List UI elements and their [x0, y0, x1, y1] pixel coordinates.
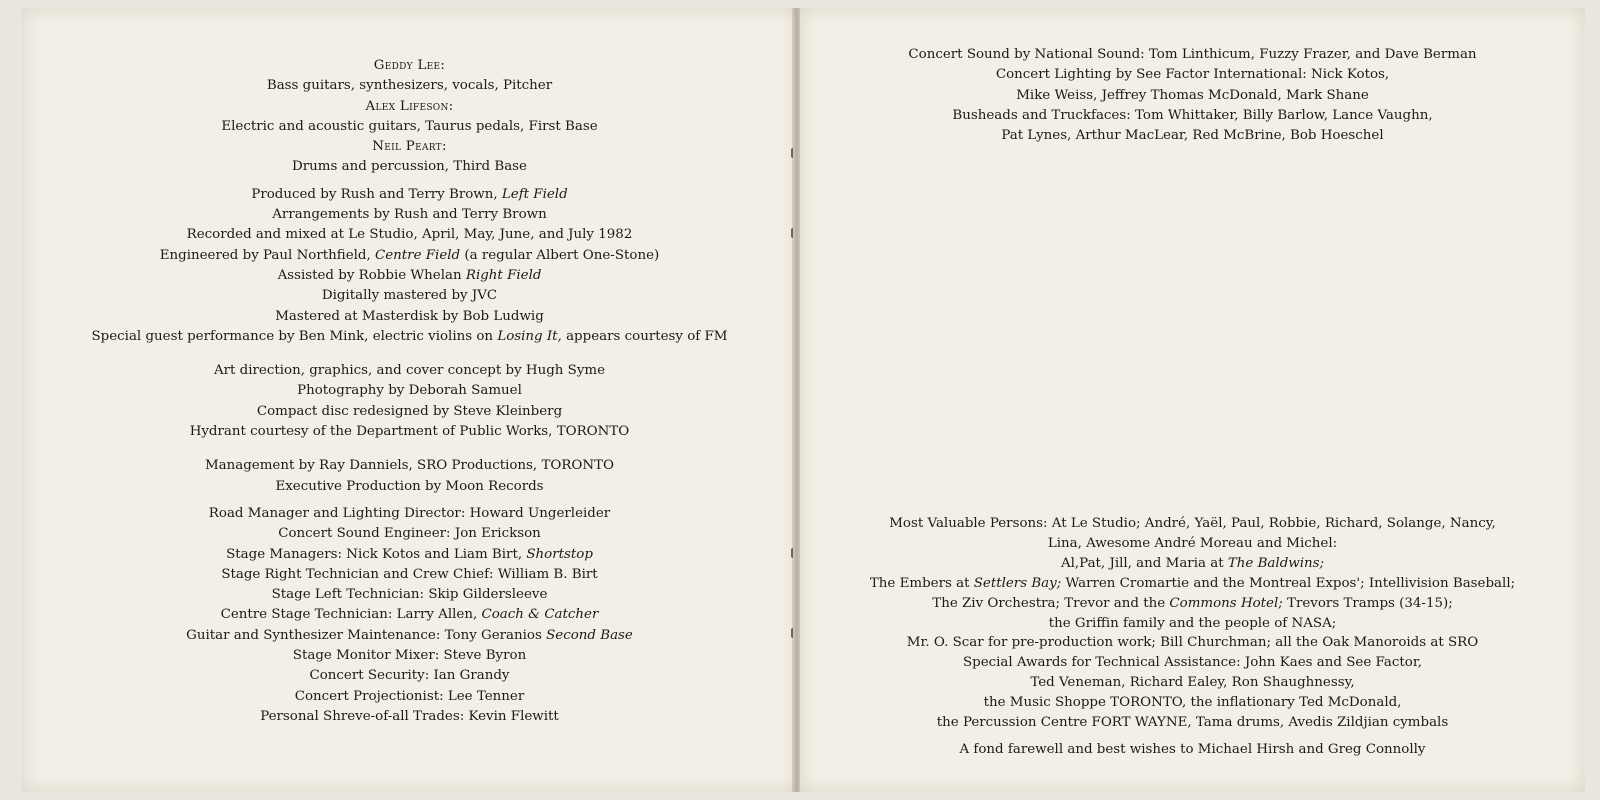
sound-lighting-credit: Pat Lynes, Arthur MacLear, Red McBrine, Bob Hoeschel	[1001, 128, 1384, 144]
crew-credit: Guitar and Synthesizer Maintenance: Tony Geranios Second Base	[186, 627, 633, 643]
sound-lighting-credit: Concert Sound by National Sound: Tom Linthicum, Fuzzy Frazer, and Dave Berman	[908, 47, 1477, 62]
thanks-line: the Griffin family and the people of NASA;	[1048, 615, 1337, 631]
sound-lighting-credit: Busheads and Truckfaces: Tom Whittaker, Billy Barlow, Lance Vaughn,	[952, 107, 1433, 123]
production-credit: Recorded and mixed at Le Studio, April, May, June, and July 1982	[186, 227, 633, 243]
production-credit: Special guest performance by Ben Mink, electric violins on Losing It, appears courtesy of FM	[91, 328, 728, 344]
crew-credit: Centre Stage Technician: Larry Allen, Coach & Catcher	[220, 607, 599, 623]
crew-credit: Stage Managers: Nick Kotos and Liam Birt, Shortstop	[226, 546, 593, 562]
member-name: Alex Lifeson:	[365, 98, 454, 114]
thanks-line: the Music Shoppe TORONTO, the inflationary Ted McDonald,	[983, 695, 1402, 711]
crew-credit: Concert Sound Engineer: Jon Erickson	[278, 526, 541, 542]
production-credit: Produced by Rush and Terry Brown, Left Field	[251, 186, 568, 202]
art-credit: Hydrant courtesy of the Department of Public Works, TORONTO	[189, 424, 630, 440]
right-top-credits	[800, 45, 1585, 146]
staple-mark	[791, 628, 799, 638]
crew-credit: Concert Security: Ian Grandy	[309, 668, 510, 684]
thanks-line: Ted Veneman, Richard Ealey, Ron Shaughnessy,	[1030, 675, 1355, 691]
sound-lighting-credit: Concert Lighting by See Factor International: Nick Kotos,	[995, 67, 1390, 83]
right-page	[800, 8, 1585, 792]
staple-mark	[791, 548, 799, 558]
right-bottom-thanks	[800, 514, 1585, 760]
crew-credit: Stage Monitor Mixer: Steve Byron	[292, 648, 527, 664]
production-credit: Arrangements by Rush and Terry Brown	[272, 207, 547, 223]
staple-mark	[791, 228, 799, 238]
crew-credit: Personal Shreve-of-all Trades: Kevin Flewitt	[260, 708, 559, 724]
management-credit: Executive Production by Moon Records	[275, 478, 544, 494]
crew-credit: Concert Projectionist: Lee Tenner	[294, 688, 525, 704]
thanks-line: The Ziv Orchestra; Trevor and the Commons Hotel; Trevors Tramps (34-15);	[932, 595, 1453, 611]
art-credit: Compact disc redesigned by Steve Kleinberg	[256, 403, 563, 419]
member-role: Drums and percussion, Third Base	[292, 159, 527, 175]
staple-mark	[791, 148, 799, 158]
member-name: Neil Peart:	[372, 139, 447, 155]
thanks-line: Special Awards for Technical Assistance: John Kaes and See Factor,	[962, 655, 1423, 671]
member-role: Bass guitars, synthesizers, vocals, Pitcher	[266, 78, 553, 94]
thanks-line: Lina, Awesome André Moreau and Michel:	[1047, 535, 1338, 551]
management-credit: Management by Ray Danniels, SRO Productions, TORONTO	[204, 458, 615, 474]
art-credit: Photography by Deborah Samuel	[297, 383, 522, 399]
thanks-line: Most Valuable Persons: At Le Studio; André, Yaël, Paul, Robbie, Richard, Solange, Nancy,	[889, 516, 1496, 531]
thanks-line: The Embers at Settlers Bay; Warren Cromartie and the Montreal Expos'; Intellivision Baseball;	[869, 575, 1516, 591]
member-name: Geddy Lee:	[373, 58, 446, 73]
crew-credit: Stage Left Technician: Skip Gildersleeve	[271, 587, 548, 603]
crew-credit: Road Manager and Lighting Director: Howard Ungerleider	[208, 505, 611, 521]
left-credits-column	[22, 56, 797, 727]
production-credit: Mastered at Masterdisk by Bob Ludwig	[275, 308, 544, 324]
production-credit: Engineered by Paul Northfield, Centre Field (a regular Albert One-Stone)	[159, 247, 660, 263]
left-page	[22, 8, 797, 792]
crew-credit: Stage Right Technician and Crew Chief: William B. Birt	[221, 566, 598, 582]
member-role: Electric and acoustic guitars, Taurus pedals, First Base	[221, 118, 598, 134]
art-credit: Art direction, graphics, and cover concept by Hugh Syme	[213, 363, 606, 379]
thanks-line: the Percussion Centre FORT WAYNE, Tama drums, Avedis Zildjian cymbals	[936, 715, 1449, 731]
production-credit: Assisted by Robbie Whelan Right Field	[277, 267, 542, 283]
production-credit: Digitally mastered by JVC	[321, 288, 498, 304]
thanks-line: Mr. O. Scar for pre-production work; Bill Churchman; all the Oak Manoroids at SRO	[906, 635, 1479, 651]
farewell-line: A fond farewell and best wishes to Michael Hirsh and Greg Connolly	[959, 741, 1426, 757]
sound-lighting-credit: Mike Weiss, Jeffrey Thomas McDonald, Mark Shane	[1016, 87, 1369, 103]
thanks-line: Al,Pat, Jill, and Maria at The Baldwins;	[1060, 555, 1325, 571]
